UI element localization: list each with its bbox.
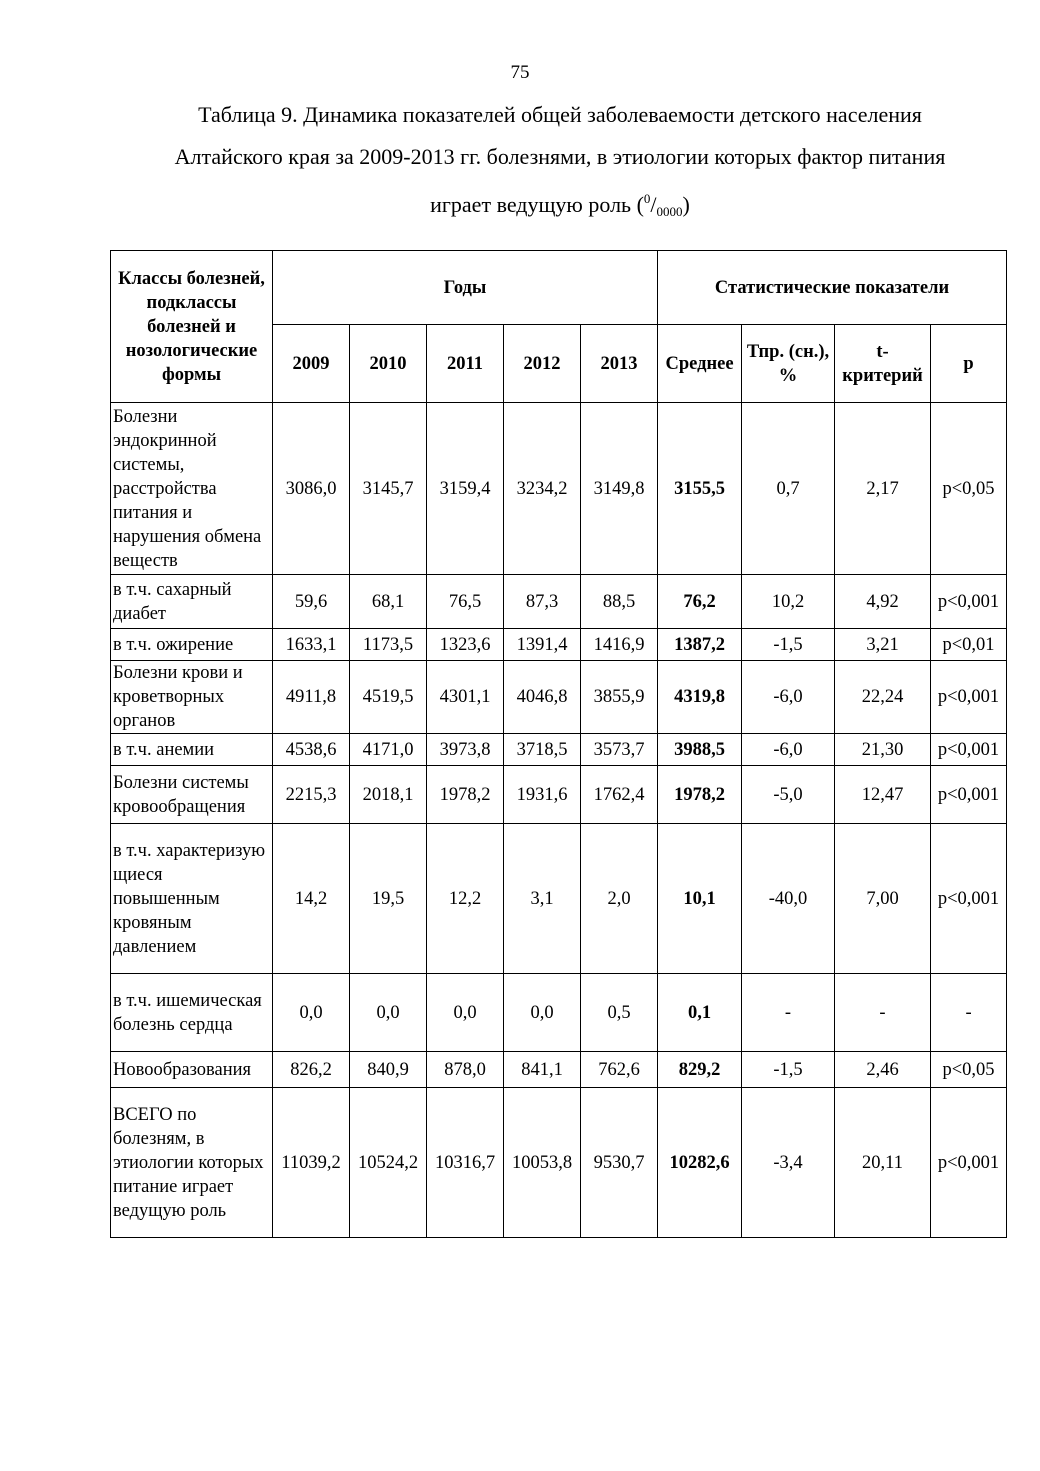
cell-mean: 3155,5 (658, 403, 742, 575)
cell-y2010: 840,9 (350, 1052, 427, 1088)
cell-tpr: -1,5 (742, 1052, 835, 1088)
cell-t: 2,46 (835, 1052, 931, 1088)
cell-p: p<0,001 (931, 824, 1007, 974)
cell-mean: 0,1 (658, 974, 742, 1052)
header-year-2011: 2011 (427, 325, 504, 403)
cell-y2010: 2018,1 (350, 766, 427, 824)
header-year-2013: 2013 (581, 325, 658, 403)
table-header (111, 251, 1007, 403)
cell-y2009: 11039,2 (273, 1088, 350, 1238)
header-tpr: Тпр. (сн.), % (742, 325, 835, 403)
cell-t: 22,24 (835, 661, 931, 734)
cell-y2009: 0,0 (273, 974, 350, 1052)
unit-slash: / (650, 192, 657, 217)
cell-p: p<0,001 (931, 1088, 1007, 1238)
cell-tpr: 10,2 (742, 575, 835, 629)
cell-y2012: 3,1 (504, 824, 581, 974)
cell-t: - (835, 974, 931, 1052)
cell-y2012: 4046,8 (504, 661, 581, 734)
cell-mean: 829,2 (658, 1052, 742, 1088)
cell-y2013: 88,5 (581, 575, 658, 629)
cell-t: 7,00 (835, 824, 931, 974)
row-label: в т.ч. ишемическая болезнь сердца (111, 974, 273, 1052)
caption-line-3-prefix: играет ведущую роль ( (430, 192, 644, 217)
row-label: Новообразования (111, 1052, 273, 1088)
cell-t: 4,92 (835, 575, 931, 629)
cell-y2011: 3973,8 (427, 734, 504, 766)
cell-y2010: 19,5 (350, 824, 427, 974)
cell-tpr: -5,0 (742, 766, 835, 824)
header-years-group: Годы (273, 251, 658, 325)
caption-line-3-suffix: ) (682, 192, 690, 217)
cell-mean: 4319,8 (658, 661, 742, 734)
cell-y2011: 10316,7 (427, 1088, 504, 1238)
table-row (111, 766, 1007, 824)
row-label: Болезни эндокринной системы, расстройства питания и нарушения обмена веществ (111, 403, 273, 575)
table-body (111, 403, 1007, 1238)
cell-t: 3,21 (835, 629, 931, 661)
row-label: Болезни крови и кроветворных органов (111, 661, 273, 734)
cell-y2013: 3855,9 (581, 661, 658, 734)
cell-mean: 1978,2 (658, 766, 742, 824)
cell-y2013: 0,5 (581, 974, 658, 1052)
cell-y2009: 59,6 (273, 575, 350, 629)
table-row (111, 734, 1007, 766)
table-row (111, 974, 1007, 1052)
caption-line-1: Таблица 9. Динамика показателей общей заболеваемости детского населения (198, 102, 922, 127)
cell-p: p<0,001 (931, 575, 1007, 629)
cell-y2013: 1762,4 (581, 766, 658, 824)
cell-y2011: 1323,6 (427, 629, 504, 661)
cell-y2010: 10524,2 (350, 1088, 427, 1238)
cell-y2011: 4301,1 (427, 661, 504, 734)
row-label: в т.ч. анемии (111, 734, 273, 766)
table-row (111, 1052, 1007, 1088)
cell-y2011: 0,0 (427, 974, 504, 1052)
unit-superscript: 0 (643, 191, 651, 206)
cell-t: 21,30 (835, 734, 931, 766)
row-label: Болезни системы кровообращения (111, 766, 273, 824)
cell-y2012: 1931,6 (504, 766, 581, 824)
header-p: p (931, 325, 1007, 403)
cell-p: p<0,001 (931, 734, 1007, 766)
cell-y2011: 12,2 (427, 824, 504, 974)
caption-line-3 (110, 178, 1010, 233)
cell-y2013: 762,6 (581, 1052, 658, 1088)
cell-y2009: 14,2 (273, 824, 350, 974)
row-label: ВСЕГО по болезням, в этиологии которых питание играет ведущую роль (111, 1088, 273, 1238)
cell-p: p<0,05 (931, 403, 1007, 575)
cell-tpr: 0,7 (742, 403, 835, 575)
cell-tpr: -6,0 (742, 734, 835, 766)
cell-y2010: 4519,5 (350, 661, 427, 734)
cell-mean: 10282,6 (658, 1088, 742, 1238)
cell-y2009: 2215,3 (273, 766, 350, 824)
table-row (111, 403, 1007, 575)
cell-y2010: 0,0 (350, 974, 427, 1052)
cell-y2012: 10053,8 (504, 1088, 581, 1238)
table-row (111, 1088, 1007, 1238)
cell-y2013: 3573,7 (581, 734, 658, 766)
cell-y2009: 826,2 (273, 1052, 350, 1088)
cell-y2009: 3086,0 (273, 403, 350, 575)
cell-y2011: 3159,4 (427, 403, 504, 575)
cell-mean: 10,1 (658, 824, 742, 974)
cell-y2012: 3718,5 (504, 734, 581, 766)
header-year-2009: 2009 (273, 325, 350, 403)
cell-y2010: 4171,0 (350, 734, 427, 766)
cell-y2011: 878,0 (427, 1052, 504, 1088)
cell-tpr: -3,4 (742, 1088, 835, 1238)
cell-mean: 3988,5 (658, 734, 742, 766)
cell-y2012: 1391,4 (504, 629, 581, 661)
cell-y2011: 76,5 (427, 575, 504, 629)
unit-subscript: 0000 (656, 204, 683, 219)
caption-line-2: Алтайского края за 2009-2013 гг. болезнями, в этиологии которых фактор питания (174, 144, 946, 169)
row-label: в т.ч. сахарный диабет (111, 575, 273, 629)
cell-p: - (931, 974, 1007, 1052)
header-t-criterion: t-критерий (835, 325, 931, 403)
cell-y2012: 0,0 (504, 974, 581, 1052)
morbidity-table (110, 250, 1007, 1238)
cell-tpr: - (742, 974, 835, 1052)
cell-y2013: 1416,9 (581, 629, 658, 661)
header-classes: Классы болезней, подклассы болезней и нозологические формы (111, 251, 273, 403)
header-year-2012: 2012 (504, 325, 581, 403)
cell-y2013: 3149,8 (581, 403, 658, 575)
cell-y2012: 841,1 (504, 1052, 581, 1088)
cell-t: 20,11 (835, 1088, 931, 1238)
cell-y2010: 1173,5 (350, 629, 427, 661)
cell-mean: 76,2 (658, 575, 742, 629)
header-stats-group: Статистические показатели (658, 251, 1007, 325)
row-label: в т.ч. характеризую щиеся повышенным кровяным давлением (111, 824, 273, 974)
cell-p: p<0,05 (931, 1052, 1007, 1088)
cell-p: p<0,01 (931, 629, 1007, 661)
cell-mean: 1387,2 (658, 629, 742, 661)
cell-t: 12,47 (835, 766, 931, 824)
cell-y2013: 9530,7 (581, 1088, 658, 1238)
cell-y2013: 2,0 (581, 824, 658, 974)
cell-y2010: 68,1 (350, 575, 427, 629)
cell-y2009: 4911,8 (273, 661, 350, 734)
cell-p: p<0,001 (931, 661, 1007, 734)
table-row (111, 824, 1007, 974)
cell-y2010: 3145,7 (350, 403, 427, 575)
header-mean: Среднее (658, 325, 742, 403)
cell-tpr: -6,0 (742, 661, 835, 734)
page-number: 75 (510, 62, 530, 83)
cell-y2009: 1633,1 (273, 629, 350, 661)
cell-y2011: 1978,2 (427, 766, 504, 824)
cell-y2012: 87,3 (504, 575, 581, 629)
cell-tpr: -40,0 (742, 824, 835, 974)
cell-p: p<0,001 (931, 766, 1007, 824)
cell-tpr: -1,5 (742, 629, 835, 661)
cell-t: 2,17 (835, 403, 931, 575)
header-year-2010: 2010 (350, 325, 427, 403)
table-row (111, 629, 1007, 661)
row-label: в т.ч. ожирение (111, 629, 273, 661)
cell-y2012: 3234,2 (504, 403, 581, 575)
table-caption (110, 94, 1010, 233)
table-row (111, 575, 1007, 629)
table-row (111, 661, 1007, 734)
cell-y2009: 4538,6 (273, 734, 350, 766)
